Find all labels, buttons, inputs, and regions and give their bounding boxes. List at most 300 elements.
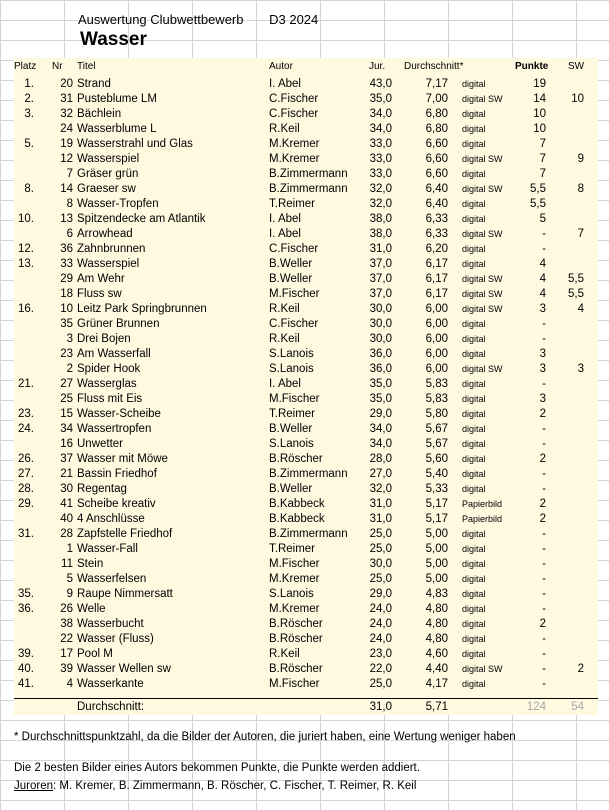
row-durchschnitt: 6,60 [425, 153, 448, 165]
row-durchschnitt: 4,60 [425, 648, 448, 660]
table-row [14, 497, 598, 512]
row-kategorie: digital [462, 214, 486, 224]
row-jur: 38,0 [369, 228, 392, 240]
row-jur: 24,0 [369, 618, 392, 630]
row-autor: R.Keil [269, 648, 300, 660]
row-jur: 37,0 [369, 288, 392, 300]
row-sw: 9 [577, 153, 584, 165]
row-autor: I. Abel [269, 228, 301, 240]
row-autor: T.Reimer [269, 408, 316, 420]
row-punkte: 3 [539, 303, 546, 315]
row-kategorie: digital [462, 169, 486, 179]
row-platz: 41. [18, 678, 34, 690]
row-kategorie: digital [462, 109, 486, 119]
row-platz: 23. [18, 408, 34, 420]
row-titel: Fluss mit Eis [77, 393, 143, 405]
row-kategorie: digital SW [462, 184, 503, 194]
row-durchschnitt: 6,40 [425, 198, 448, 210]
row-durchschnitt: 6,33 [425, 228, 448, 240]
table-row [14, 437, 598, 452]
row-punkte: - [542, 243, 546, 255]
row-nr: 41 [60, 498, 73, 510]
row-platz: 8. [24, 183, 34, 195]
note-rule: Die 2 besten Bilder eines Autors bekommen Punkte, die Punkte werden addiert. [14, 762, 420, 774]
row-kategorie: digital [462, 199, 486, 209]
row-nr: 39 [60, 663, 73, 675]
table-row [14, 422, 598, 437]
row-punkte: 19 [533, 78, 546, 90]
footer-punkte-total: 124 [526, 701, 546, 713]
table-row [14, 242, 598, 257]
row-autor: B.Weller [269, 483, 313, 495]
row-sw: 3 [577, 363, 584, 375]
row-kategorie: digital [462, 604, 486, 614]
row-nr: 33 [60, 258, 73, 270]
row-sw: 5,5 [568, 288, 584, 300]
row-jur: 23,0 [369, 648, 392, 660]
row-kategorie: Papierbild [462, 499, 503, 509]
row-nr: 27 [60, 378, 73, 390]
col-durchschnitt: Durchschnitt* [404, 61, 464, 72]
row-titel: Wasserbucht [77, 618, 144, 630]
row-autor: I. Abel [269, 378, 301, 390]
row-durchschnitt: 6,17 [425, 288, 448, 300]
row-jur: 24,0 [369, 633, 392, 645]
row-durchschnitt: 5,00 [425, 543, 448, 555]
row-titel: Welle [77, 603, 106, 615]
row-titel: Raupe Nimmersatt [77, 588, 173, 600]
table-row [14, 347, 598, 362]
row-durchschnitt: 6,20 [425, 243, 448, 255]
row-titel: Spider Hook [77, 363, 141, 375]
row-titel: Am Wehr [77, 273, 125, 285]
row-kategorie: digital SW [462, 289, 503, 299]
row-durchschnitt: 5,33 [425, 483, 448, 495]
row-jur: 30,0 [369, 558, 392, 570]
row-titel: Zapfstelle Friedhof [77, 528, 173, 540]
table-row [14, 272, 598, 287]
row-jur: 33,0 [369, 168, 392, 180]
row-durchschnitt: 4,80 [425, 633, 448, 645]
row-nr: 21 [60, 468, 73, 480]
row-kategorie: Papierbild [462, 514, 503, 524]
row-kategorie: digital SW [462, 274, 503, 284]
row-jur: 43,0 [369, 78, 392, 90]
row-punkte: - [542, 663, 546, 675]
row-kategorie: digital SW [462, 94, 503, 104]
row-durchschnitt: 5,80 [425, 408, 448, 420]
row-punkte: 3 [539, 393, 546, 405]
row-durchschnitt: 5,17 [425, 513, 448, 525]
row-nr: 17 [60, 648, 73, 660]
row-titel: Arrowhead [77, 228, 133, 240]
row-durchschnitt: 5,17 [425, 498, 448, 510]
row-sw: 5,5 [568, 273, 584, 285]
table-row [14, 527, 598, 542]
row-punkte: - [542, 483, 546, 495]
row-titel: Wasserkante [77, 678, 144, 690]
row-punkte: 7 [539, 138, 546, 150]
table-footer [14, 698, 598, 716]
row-durchschnitt: 4,80 [425, 603, 448, 615]
row-nr: 13 [60, 213, 73, 225]
row-punkte: - [542, 633, 546, 645]
row-punkte: 2 [539, 453, 546, 465]
row-titel: Wasserstrahl und Glas [77, 138, 193, 150]
row-punkte: - [542, 588, 546, 600]
row-autor: S.Lanois [269, 588, 314, 600]
row-jur: 25,0 [369, 543, 392, 555]
row-jur: 32,0 [369, 198, 392, 210]
row-punkte: 3 [539, 348, 546, 360]
row-nr: 5 [66, 573, 73, 585]
table-row [14, 452, 598, 467]
row-platz: 1. [24, 78, 34, 90]
table-row [14, 617, 598, 632]
table-row [14, 182, 598, 197]
row-autor: C.Fischer [269, 108, 319, 120]
row-titel: Wasserblume L [77, 123, 157, 135]
row-autor: I. Abel [269, 78, 301, 90]
row-jur: 29,0 [369, 588, 392, 600]
row-platz: 21. [18, 378, 34, 390]
row-nr: 16 [60, 438, 73, 450]
row-punkte: 4 [539, 288, 546, 300]
table-row [14, 362, 598, 377]
row-autor: B.Weller [269, 258, 313, 270]
row-punkte: 2 [539, 498, 546, 510]
row-platz: 28. [18, 483, 34, 495]
row-durchschnitt: 6,00 [425, 318, 448, 330]
row-punkte: - [542, 423, 546, 435]
row-kategorie: digital SW [462, 664, 503, 674]
table-row [14, 632, 598, 647]
row-punkte: 5,5 [530, 183, 546, 195]
row-platz: 13. [18, 258, 34, 270]
row-durchschnitt: 6,40 [425, 183, 448, 195]
row-nr: 38 [60, 618, 73, 630]
row-titel: Wasser Wellen sw [77, 663, 171, 675]
table-row [14, 647, 598, 662]
table-row [14, 377, 598, 392]
row-titel: Drei Bojen [77, 333, 131, 345]
row-platz: 39. [18, 648, 34, 660]
row-nr: 30 [60, 483, 73, 495]
note-jury [14, 780, 416, 792]
row-nr: 8 [66, 198, 73, 210]
row-autor: M.Kremer [269, 138, 320, 150]
row-punkte: - [542, 558, 546, 570]
row-kategorie: digital [462, 529, 486, 539]
table-row [14, 257, 598, 272]
row-nr: 19 [60, 138, 73, 150]
row-autor: B.Kabbeck [269, 513, 325, 525]
table-row [14, 662, 598, 677]
col-platz: Platz [14, 61, 37, 72]
row-titel: 4 Anschlüsse [77, 513, 145, 525]
row-sw: 10 [571, 93, 584, 105]
row-autor: S.Lanois [269, 363, 314, 375]
row-durchschnitt: 7,00 [425, 93, 448, 105]
row-autor: S.Lanois [269, 348, 314, 360]
row-punkte: 5,5 [530, 198, 546, 210]
row-autor: R.Keil [269, 123, 300, 135]
row-nr: 11 [61, 558, 73, 570]
row-titel: Wasser-Tropfen [77, 198, 159, 210]
row-nr: 10 [60, 303, 73, 315]
row-autor: B.Weller [269, 273, 313, 285]
row-jur: 24,0 [369, 603, 392, 615]
row-autor: M.Kremer [269, 603, 320, 615]
row-titel: Bassin Friedhof [77, 468, 157, 480]
row-titel: Strand [77, 78, 111, 90]
row-nr: 24 [60, 123, 73, 135]
row-autor: T.Reimer [269, 543, 316, 555]
row-titel: Wasserspiel [77, 153, 140, 165]
row-nr: 37 [60, 453, 73, 465]
row-kategorie: digital [462, 424, 486, 434]
table-row [14, 512, 598, 527]
row-titel: Wasserfelsen [77, 573, 147, 585]
row-durchschnitt: 6,17 [425, 258, 448, 270]
row-durchschnitt: 5,67 [425, 438, 448, 450]
footer-label: Durchschnitt: [77, 701, 145, 713]
table-row [14, 227, 598, 242]
row-nr: 18 [60, 288, 73, 300]
row-platz: 16. [18, 303, 34, 315]
table-row [14, 287, 598, 302]
row-durchschnitt: 4,17 [425, 678, 448, 690]
row-jur: 35,0 [369, 93, 392, 105]
row-kategorie: digital SW [462, 304, 503, 314]
col-punkte: Punkte [515, 61, 549, 72]
row-titel: Leitz Park Springbrunnen [77, 303, 207, 315]
table-row [14, 392, 598, 407]
row-kategorie: digital [462, 559, 486, 569]
table-row [14, 197, 598, 212]
row-nr: 36 [60, 243, 73, 255]
row-nr: 12 [60, 153, 73, 165]
row-autor: M.Fischer [269, 288, 320, 300]
table-row [14, 557, 598, 572]
row-jur: 32,0 [369, 183, 392, 195]
row-titel: Wasser mit Möwe [77, 453, 168, 465]
row-punkte: 7 [539, 153, 546, 165]
row-punkte: - [542, 318, 546, 330]
row-titel: Wasser-Scheibe [77, 408, 161, 420]
row-titel: Scheibe kreativ [77, 498, 156, 510]
page-title: Wasser [80, 29, 147, 50]
row-titel: Am Wasserfall [77, 348, 151, 360]
row-nr: 22 [60, 633, 73, 645]
row-platz: 2. [24, 93, 34, 105]
row-jur: 28,0 [369, 453, 392, 465]
table-row [14, 107, 598, 122]
table-row [14, 137, 598, 152]
row-jur: 32,0 [369, 483, 392, 495]
row-jur: 38,0 [369, 213, 392, 225]
row-kategorie: digital [462, 259, 486, 269]
row-punkte: 4 [539, 273, 546, 285]
row-autor: R.Keil [269, 303, 300, 315]
row-nr: 28 [60, 528, 73, 540]
row-nr: 23 [60, 348, 73, 360]
footer-sw-total: 54 [571, 701, 584, 713]
row-punkte: 14 [533, 93, 546, 105]
table-row [14, 482, 598, 497]
row-nr: 4 [66, 678, 73, 690]
row-durchschnitt: 6,60 [425, 138, 448, 150]
row-titel: Pusteblume LM [77, 93, 157, 105]
row-durchschnitt: 5,67 [425, 423, 448, 435]
col-jur: Jur. [369, 61, 386, 72]
row-platz: 29. [18, 498, 34, 510]
row-nr: 15 [60, 408, 73, 420]
row-autor: M.Kremer [269, 153, 320, 165]
row-jur: 29,0 [369, 408, 392, 420]
col-nr: Nr [52, 61, 63, 72]
row-jur: 37,0 [369, 258, 392, 270]
club-title: Auswertung Clubwettbewerb [78, 12, 244, 27]
row-durchschnitt: 6,80 [425, 108, 448, 120]
row-autor: B.Weller [269, 423, 313, 435]
row-punkte: 5 [539, 213, 546, 225]
table-row [14, 587, 598, 602]
row-nr: 35 [60, 318, 73, 330]
row-autor: B.Röscher [269, 618, 323, 630]
row-autor: B.Zimmermann [269, 528, 348, 540]
row-nr: 29 [60, 273, 73, 285]
row-durchschnitt: 4,83 [425, 588, 448, 600]
row-durchschnitt: 7,17 [425, 78, 448, 90]
table-row [14, 467, 598, 482]
row-jur: 22,0 [369, 663, 392, 675]
table-row [14, 122, 598, 137]
row-platz: 10. [18, 213, 34, 225]
row-kategorie: digital [462, 349, 486, 359]
row-kategorie: digital [462, 244, 486, 254]
row-nr: 25 [60, 393, 73, 405]
table-row [14, 542, 598, 557]
row-autor: C.Fischer [269, 93, 319, 105]
row-durchschnitt: 5,83 [425, 378, 448, 390]
row-platz: 12. [18, 243, 34, 255]
row-titel: Pool M [77, 648, 113, 660]
row-jur: 35,0 [369, 393, 392, 405]
row-titel: Spitzendecke am Atlantik [77, 213, 206, 225]
row-autor: B.Röscher [269, 453, 323, 465]
row-jur: 37,0 [369, 273, 392, 285]
competition-code: D3 2024 [269, 12, 319, 27]
row-platz: 40. [18, 663, 34, 675]
row-autor: M.Kremer [269, 573, 320, 585]
row-kategorie: digital [462, 124, 486, 134]
row-nr: 7 [66, 168, 73, 180]
row-jur: 36,0 [369, 348, 392, 360]
row-jur: 25,0 [369, 528, 392, 540]
table-row [14, 212, 598, 227]
row-jur: 36,0 [369, 363, 392, 375]
table-row [14, 572, 598, 587]
row-titel: Stein [77, 558, 104, 570]
row-platz: 5. [24, 138, 34, 150]
row-durchschnitt: 6,17 [425, 273, 448, 285]
row-autor: B.Zimmermann [269, 183, 348, 195]
col-titel: Titel [77, 61, 96, 72]
row-autor: M.Fischer [269, 558, 320, 570]
row-punkte: - [542, 528, 546, 540]
row-durchschnitt: 4,80 [425, 618, 448, 630]
row-punkte: - [542, 468, 546, 480]
row-autor: B.Röscher [269, 663, 323, 675]
row-punkte: 10 [533, 108, 546, 120]
row-punkte: - [542, 648, 546, 660]
row-punkte: - [542, 678, 546, 690]
row-kategorie: digital [462, 454, 486, 464]
row-jur: 30,0 [369, 333, 392, 345]
row-jur: 31,0 [369, 243, 392, 255]
row-kategorie: digital [462, 679, 486, 689]
table-row [14, 332, 598, 347]
row-nr: 9 [66, 588, 73, 600]
table-header [14, 58, 598, 76]
table-row [14, 167, 598, 182]
row-durchschnitt: 5,00 [425, 558, 448, 570]
row-nr: 40 [60, 513, 73, 525]
row-titel: Bächlein [77, 108, 122, 120]
row-nr: 20 [60, 78, 73, 90]
row-punkte: 2 [539, 408, 546, 420]
row-jur: 30,0 [369, 318, 392, 330]
row-kategorie: digital [462, 619, 486, 629]
row-kategorie: digital [462, 574, 486, 584]
row-kategorie: digital [462, 484, 486, 494]
row-titel: Unwetter [77, 438, 124, 450]
row-durchschnitt: 5,00 [425, 573, 448, 585]
row-kategorie: digital SW [462, 154, 503, 164]
row-punkte: - [542, 603, 546, 615]
note-asterisk: * Durchschnittspunktzahl, da die Bilder der Autoren, die juriert haben, eine Wertung weniger haben [14, 731, 516, 743]
row-titel: Grüner Brunnen [77, 318, 160, 330]
table-row [14, 407, 598, 422]
row-titel: Gräser grün [77, 168, 139, 180]
jury-label: Juroren [14, 780, 53, 792]
row-titel: Zahnbrunnen [77, 243, 146, 255]
row-punkte: 7 [539, 168, 546, 180]
row-titel: Wasserglas [77, 378, 137, 390]
table-row [14, 317, 598, 332]
row-durchschnitt: 5,60 [425, 453, 448, 465]
row-platz: 35. [18, 588, 34, 600]
row-nr: 34 [60, 423, 73, 435]
row-punkte: - [542, 378, 546, 390]
row-punkte: 2 [539, 513, 546, 525]
row-kategorie: digital [462, 334, 486, 344]
row-kategorie: digital SW [462, 364, 503, 374]
row-jur: 25,0 [369, 573, 392, 585]
row-kategorie: digital [462, 379, 486, 389]
row-platz: 3. [24, 108, 34, 120]
row-durchschnitt: 5,40 [425, 468, 448, 480]
row-jur: 34,0 [369, 108, 392, 120]
row-kategorie: digital [462, 649, 486, 659]
row-autor: M.Fischer [269, 393, 320, 405]
row-durchschnitt: 6,00 [425, 333, 448, 345]
row-durchschnitt: 6,00 [425, 348, 448, 360]
row-kategorie: digital [462, 589, 486, 599]
row-nr: 6 [66, 228, 73, 240]
row-nr: 2 [66, 363, 73, 375]
